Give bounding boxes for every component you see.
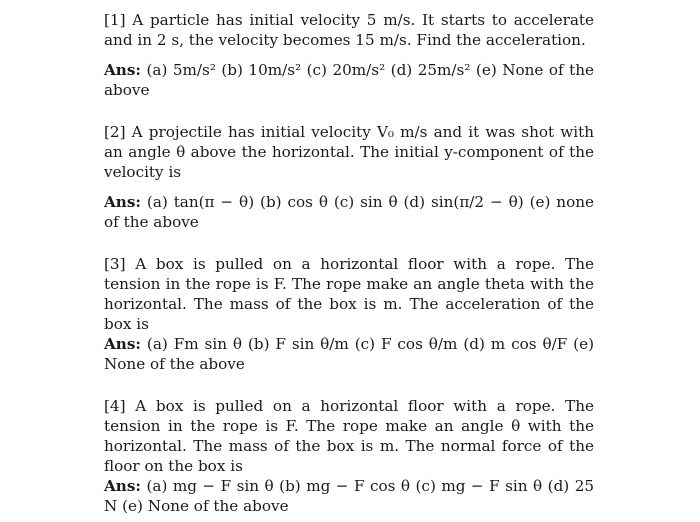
answer-3	[104, 334, 594, 374]
answer-1-label: Ans:	[104, 61, 141, 79]
question-3-text: A box is pulled on a horizontal floor with a rope. The tension in the rope is F. The rope make an angle theta with the horizontal. The mass of the box is m. The acceleration of the box is	[104, 255, 594, 333]
question-2-text: A projectile has initial velocity V₀ m/s and it was shot with an angle θ above the horizontal. The initial y-component of the velocity is	[104, 123, 594, 181]
answer-1	[104, 60, 594, 100]
question-2-number: [2]	[104, 123, 126, 141]
answer-1-options: (a) 5m/s² (b) 10m/s² (c) 20m/s² (d) 25m/s² (e) None of the above	[104, 61, 595, 99]
question-1-text: A particle has initial velocity 5 m/s. It starts to accelerate and in 2 s, the velocity becomes 15 m/s. Find the acceleration.	[104, 11, 595, 49]
question-1-number: [1]	[104, 11, 126, 29]
answer-4-label: Ans:	[104, 477, 141, 495]
answer-3-label: Ans:	[104, 335, 141, 353]
answer-4	[104, 476, 594, 516]
answer-4-options: (a) mg − F sin θ (b) mg − F cos θ (c) mg − F sin θ (d) 25 N (e) None of the above	[104, 477, 595, 515]
question-1	[104, 10, 594, 50]
question-3-number: [3]	[104, 255, 126, 273]
answer-2-label: Ans:	[104, 193, 141, 211]
answer-2-options: (a) tan(π − θ) (b) cos θ (c) sin θ (d) sin(π/2 − θ) (e) none of the above	[104, 193, 595, 231]
question-4	[104, 396, 594, 476]
question-4-number: [4]	[104, 397, 126, 415]
question-2	[104, 122, 594, 182]
answer-2	[104, 192, 594, 232]
question-3	[104, 254, 594, 334]
answer-3-options: (a) Fm sin θ (b) F sin θ/m (c) F cos θ/m (d) m cos θ/F (e) None of the above	[104, 335, 594, 373]
question-4-text: A box is pulled on a horizontal floor with a rope. The tension in the rope is F. The rope make an angle θ with the horizontal. The mass of the box is m. The normal force of the floor on the box is	[104, 397, 594, 475]
